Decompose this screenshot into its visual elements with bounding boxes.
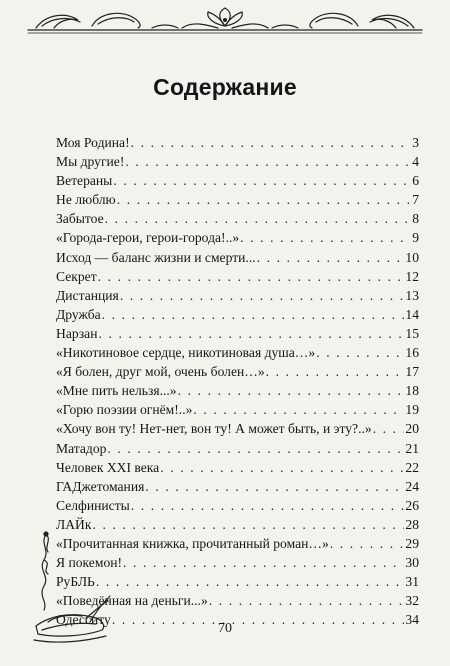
toc-entry-page: 13 xyxy=(405,287,419,303)
toc-entry xyxy=(56,343,419,362)
toc-entry-title: Секрет xyxy=(56,268,97,284)
toc-dot-leader xyxy=(316,343,404,362)
toc-entry-page: 31 xyxy=(405,574,419,590)
toc-entry-title: Одесситу xyxy=(56,612,111,628)
toc-entry-title: ЛАЙк xyxy=(56,516,92,532)
toc-entry-page: 16 xyxy=(405,345,419,361)
toc-entry xyxy=(56,152,419,171)
toc-entry-title: «Хочу вон ту! Нет-нет, вон ту! А может быть, и эту?..» xyxy=(56,421,372,437)
toc-dot-leader xyxy=(102,305,405,324)
toc-entry-page: 26 xyxy=(405,497,419,513)
toc-dot-leader xyxy=(209,591,405,610)
toc-entry xyxy=(56,133,419,152)
page-number: 70 xyxy=(218,621,232,636)
toc-entry-page: 20 xyxy=(405,421,419,437)
toc-entry xyxy=(56,228,419,247)
toc-entry xyxy=(56,400,419,419)
toc-entry-title: Исход — баланс жизни и смерти... xyxy=(56,249,256,265)
toc-entry-page: 10 xyxy=(405,249,419,265)
toc-entry-title: Селфинисты xyxy=(56,497,130,513)
toc-entry-page: 3 xyxy=(412,135,419,150)
toc-entry-page: 8 xyxy=(412,211,419,227)
toc-entry-page: 32 xyxy=(405,593,419,609)
toc-entry-title: «Горю поэзии огнём!..» xyxy=(56,402,193,418)
toc-dot-leader xyxy=(96,572,405,591)
toc-entry-page: 34 xyxy=(405,612,419,628)
toc-entry xyxy=(56,381,419,400)
toc-entry-title: Дистанция xyxy=(56,287,119,303)
toc-dot-leader xyxy=(178,381,405,400)
toc-dot-leader xyxy=(113,171,411,190)
toc-entry-title: Я покемон! xyxy=(56,555,123,571)
toc-entry-title: «Мне пить нельзя...» xyxy=(56,383,177,399)
toc-dot-leader xyxy=(107,439,404,458)
toc-dot-leader xyxy=(193,400,404,419)
toc-entry xyxy=(56,305,419,324)
toc-entry-page: 24 xyxy=(405,478,419,494)
toc-entry-title: Не люблю xyxy=(56,192,116,208)
toc-dot-leader xyxy=(92,515,404,534)
toc-entry-title: «Я болен, друг мой, очень болен…» xyxy=(56,364,265,380)
toc-dot-leader xyxy=(131,133,412,152)
toc-dot-leader xyxy=(131,496,405,515)
toc-entry xyxy=(56,419,419,438)
toc-entry-title: Нарзан xyxy=(56,325,98,341)
toc-entry-title: Забытое xyxy=(56,211,104,227)
page-title: Содержание xyxy=(153,74,297,100)
toc-entry-title: «Никотиновое сердце, никотиновая душа…» xyxy=(56,345,316,361)
toc-entry xyxy=(56,171,419,190)
toc-entry-title: «Города-герои, герои-города!..» xyxy=(56,230,240,246)
toc-entry-page: 28 xyxy=(405,516,419,532)
toc-entry xyxy=(56,267,419,286)
toc-dot-leader xyxy=(257,248,405,267)
toc-dot-leader xyxy=(117,190,411,209)
toc-entry-page: 17 xyxy=(405,364,419,380)
toc-dot-leader xyxy=(266,362,405,381)
toc-entry-title: Дружба xyxy=(56,306,101,322)
toc-entry xyxy=(56,324,419,343)
toc-entry-page: 30 xyxy=(405,555,419,571)
toc-dot-leader xyxy=(330,534,405,553)
toc-dot-leader xyxy=(123,553,404,572)
toc-dot-leader xyxy=(240,228,411,247)
toc-entry-title: Моя Родина! xyxy=(56,135,130,150)
toc-entry-page: 15 xyxy=(405,325,419,341)
toc-dot-leader xyxy=(125,152,411,171)
toc-entry xyxy=(56,190,419,209)
toc-entry-title: Человек XXI века xyxy=(56,459,160,475)
toc-entry-page: 4 xyxy=(412,154,419,170)
toc-entry-title: РуБЛЬ xyxy=(56,574,95,590)
toc-entry-page: 7 xyxy=(412,192,419,208)
toc-entry-title: Ветераны xyxy=(56,173,113,189)
toc-entry xyxy=(56,286,419,305)
toc-entry-title: Мы другие! xyxy=(56,154,125,170)
toc-entry-title: «Поведённая на деньги...» xyxy=(56,593,208,609)
toc-entry xyxy=(56,362,419,381)
toc-dot-leader xyxy=(105,209,412,228)
toc-entry xyxy=(56,209,419,228)
toc-entry xyxy=(56,458,419,477)
toc-entry-title: ГАДжетомания xyxy=(56,478,145,494)
toc-entry-page: 12 xyxy=(405,268,419,284)
toc-entry xyxy=(56,496,419,515)
toc-entry-page: 14 xyxy=(405,306,419,322)
toc-dot-leader xyxy=(120,286,405,305)
toc-entry-page: 9 xyxy=(412,230,419,246)
toc-dot-leader xyxy=(145,477,404,496)
toc-entry-page: 22 xyxy=(405,459,419,475)
top-ornament-icon xyxy=(22,4,428,40)
toc-entry-title: Матадор xyxy=(56,440,107,456)
toc-entry xyxy=(56,477,419,496)
toc-entry-page: 18 xyxy=(405,383,419,399)
toc-entry xyxy=(56,439,419,458)
toc-entry xyxy=(56,248,419,267)
toc-entry-page: 6 xyxy=(412,173,419,189)
toc-dot-leader xyxy=(373,419,405,438)
toc-entry-title: «Прочитанная книжка, прочитанный роман…» xyxy=(56,535,329,551)
toc-dot-leader xyxy=(98,267,405,286)
toc-dot-leader xyxy=(99,324,405,343)
toc-dot-leader xyxy=(160,458,404,477)
toc-entry-page: 19 xyxy=(405,402,419,418)
toc-entry-page: 21 xyxy=(405,440,419,456)
toc-entry-page: 29 xyxy=(405,535,419,551)
